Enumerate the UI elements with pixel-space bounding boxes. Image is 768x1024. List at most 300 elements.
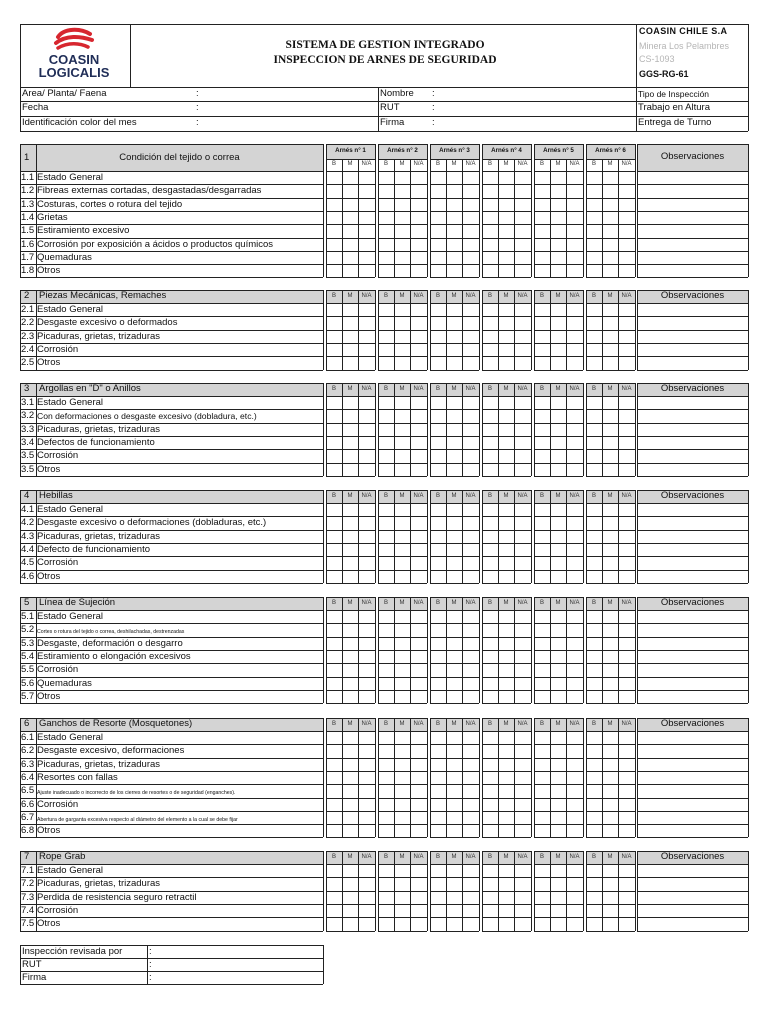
grade-checkbox[interactable] [359, 878, 375, 889]
grade-checkbox[interactable] [483, 531, 498, 542]
grade-checkbox[interactable] [447, 732, 462, 743]
grade-checkbox[interactable] [603, 504, 618, 515]
grade-checkbox[interactable] [619, 905, 635, 916]
grade-checkbox[interactable] [603, 759, 618, 770]
grade-checkbox[interactable] [483, 892, 498, 903]
observaciones-cell[interactable] [638, 691, 748, 702]
grade-checkbox[interactable] [359, 331, 375, 342]
observaciones-cell[interactable] [638, 638, 748, 649]
grade-checkbox[interactable] [567, 772, 583, 783]
grade-checkbox[interactable] [515, 825, 531, 836]
grade-checkbox[interactable] [499, 410, 514, 421]
grade-checkbox[interactable] [587, 905, 602, 916]
grade-checkbox[interactable] [535, 424, 550, 435]
grade-checkbox[interactable] [619, 571, 635, 582]
area-field[interactable] [202, 87, 376, 101]
grade-checkbox[interactable] [431, 812, 446, 823]
grade-checkbox[interactable] [411, 878, 427, 889]
grade-checkbox[interactable] [431, 892, 446, 903]
grade-checkbox[interactable] [567, 304, 583, 315]
grade-checkbox[interactable] [483, 252, 498, 263]
grade-checkbox[interactable] [535, 517, 550, 528]
grade-checkbox[interactable] [395, 410, 410, 421]
grade-checkbox[interactable] [359, 812, 375, 823]
grade-checkbox[interactable] [431, 691, 446, 702]
grade-checkbox[interactable] [343, 504, 358, 515]
grade-checkbox[interactable] [515, 464, 531, 475]
grade-checkbox[interactable] [587, 624, 602, 635]
grade-checkbox[interactable] [327, 772, 342, 783]
grade-checkbox[interactable] [587, 331, 602, 342]
grade-checkbox[interactable] [447, 785, 462, 796]
grade-checkbox[interactable] [483, 185, 498, 196]
nombre-field[interactable] [438, 87, 634, 101]
grade-checkbox[interactable] [587, 865, 602, 876]
grade-checkbox[interactable] [411, 678, 427, 689]
grade-checkbox[interactable] [567, 464, 583, 475]
grade-checkbox[interactable] [535, 531, 550, 542]
grade-checkbox[interactable] [411, 785, 427, 796]
grade-checkbox[interactable] [603, 865, 618, 876]
grade-checkbox[interactable] [515, 517, 531, 528]
grade-checkbox[interactable] [619, 557, 635, 568]
grade-checkbox[interactable] [379, 252, 394, 263]
grade-checkbox[interactable] [463, 172, 479, 183]
grade-checkbox[interactable] [619, 410, 635, 421]
grade-checkbox[interactable] [499, 437, 514, 448]
grade-checkbox[interactable] [515, 865, 531, 876]
grade-checkbox[interactable] [551, 397, 566, 408]
grade-checkbox[interactable] [587, 611, 602, 622]
grade-checkbox[interactable] [379, 691, 394, 702]
grade-checkbox[interactable] [395, 638, 410, 649]
observaciones-cell[interactable] [638, 225, 748, 236]
grade-checkbox[interactable] [463, 331, 479, 342]
grade-checkbox[interactable] [483, 172, 498, 183]
grade-checkbox[interactable] [359, 611, 375, 622]
grade-checkbox[interactable] [587, 265, 602, 276]
grade-checkbox[interactable] [359, 357, 375, 368]
grade-checkbox[interactable] [551, 759, 566, 770]
grade-checkbox[interactable] [395, 878, 410, 889]
grade-checkbox[interactable] [359, 531, 375, 542]
grade-checkbox[interactable] [411, 664, 427, 675]
grade-checkbox[interactable] [567, 732, 583, 743]
grade-checkbox[interactable] [499, 239, 514, 250]
grade-checkbox[interactable] [499, 638, 514, 649]
grade-checkbox[interactable] [327, 664, 342, 675]
grade-checkbox[interactable] [463, 344, 479, 355]
grade-checkbox[interactable] [567, 344, 583, 355]
grade-checkbox[interactable] [587, 450, 602, 461]
observaciones-cell[interactable] [638, 759, 748, 770]
grade-checkbox[interactable] [431, 759, 446, 770]
grade-checkbox[interactable] [515, 531, 531, 542]
grade-checkbox[interactable] [359, 865, 375, 876]
grade-checkbox[interactable] [603, 357, 618, 368]
grade-checkbox[interactable] [535, 212, 550, 223]
grade-checkbox[interactable] [567, 225, 583, 236]
grade-checkbox[interactable] [535, 464, 550, 475]
grade-checkbox[interactable] [499, 571, 514, 582]
grade-checkbox[interactable] [359, 424, 375, 435]
grade-checkbox[interactable] [551, 225, 566, 236]
grade-checkbox[interactable] [327, 691, 342, 702]
grade-checkbox[interactable] [463, 651, 479, 662]
grade-checkbox[interactable] [395, 172, 410, 183]
grade-checkbox[interactable] [551, 172, 566, 183]
grade-checkbox[interactable] [587, 344, 602, 355]
grade-checkbox[interactable] [535, 544, 550, 555]
grade-checkbox[interactable] [447, 865, 462, 876]
grade-checkbox[interactable] [327, 759, 342, 770]
grade-checkbox[interactable] [395, 557, 410, 568]
observaciones-cell[interactable] [638, 185, 748, 196]
grade-checkbox[interactable] [499, 464, 514, 475]
observaciones-cell[interactable] [638, 531, 748, 542]
grade-checkbox[interactable] [483, 825, 498, 836]
grade-checkbox[interactable] [515, 410, 531, 421]
grade-checkbox[interactable] [447, 185, 462, 196]
grade-checkbox[interactable] [447, 517, 462, 528]
grade-checkbox[interactable] [551, 865, 566, 876]
grade-checkbox[interactable] [619, 772, 635, 783]
grade-checkbox[interactable] [431, 317, 446, 328]
grade-checkbox[interactable] [379, 892, 394, 903]
grade-checkbox[interactable] [379, 745, 394, 756]
grade-checkbox[interactable] [603, 304, 618, 315]
grade-checkbox[interactable] [499, 185, 514, 196]
grade-checkbox[interactable] [499, 892, 514, 903]
grade-checkbox[interactable] [619, 344, 635, 355]
grade-checkbox[interactable] [551, 918, 566, 929]
grade-checkbox[interactable] [379, 759, 394, 770]
grade-checkbox[interactable] [379, 239, 394, 250]
grade-checkbox[interactable] [395, 624, 410, 635]
grade-checkbox[interactable] [463, 785, 479, 796]
grade-checkbox[interactable] [411, 225, 427, 236]
grade-checkbox[interactable] [499, 504, 514, 515]
grade-checkbox[interactable] [411, 892, 427, 903]
grade-checkbox[interactable] [327, 678, 342, 689]
grade-checkbox[interactable] [535, 450, 550, 461]
grade-checkbox[interactable] [411, 239, 427, 250]
grade-checkbox[interactable] [327, 464, 342, 475]
grade-checkbox[interactable] [379, 799, 394, 810]
grade-checkbox[interactable] [395, 225, 410, 236]
grade-checkbox[interactable] [463, 745, 479, 756]
grade-checkbox[interactable] [619, 544, 635, 555]
observaciones-cell[interactable] [638, 678, 748, 689]
grade-checkbox[interactable] [411, 464, 427, 475]
grade-checkbox[interactable] [395, 825, 410, 836]
grade-checkbox[interactable] [515, 799, 531, 810]
grade-checkbox[interactable] [359, 239, 375, 250]
grade-checkbox[interactable] [431, 344, 446, 355]
grade-checkbox[interactable] [603, 664, 618, 675]
observaciones-cell[interactable] [638, 304, 748, 315]
grade-checkbox[interactable] [431, 664, 446, 675]
grade-checkbox[interactable] [447, 759, 462, 770]
grade-checkbox[interactable] [499, 304, 514, 315]
grade-checkbox[interactable] [535, 638, 550, 649]
grade-checkbox[interactable] [343, 225, 358, 236]
grade-checkbox[interactable] [515, 732, 531, 743]
grade-checkbox[interactable] [327, 638, 342, 649]
grade-checkbox[interactable] [343, 678, 358, 689]
grade-checkbox[interactable] [483, 464, 498, 475]
grade-checkbox[interactable] [551, 892, 566, 903]
grade-checkbox[interactable] [395, 304, 410, 315]
observaciones-cell[interactable] [638, 812, 748, 823]
grade-checkbox[interactable] [483, 557, 498, 568]
grade-checkbox[interactable] [463, 199, 479, 210]
grade-checkbox[interactable] [411, 172, 427, 183]
observaciones-cell[interactable] [638, 611, 748, 622]
grade-checkbox[interactable] [567, 678, 583, 689]
grade-checkbox[interactable] [567, 185, 583, 196]
grade-checkbox[interactable] [379, 812, 394, 823]
grade-checkbox[interactable] [431, 638, 446, 649]
grade-checkbox[interactable] [327, 905, 342, 916]
grade-checkbox[interactable] [379, 905, 394, 916]
grade-checkbox[interactable] [327, 611, 342, 622]
grade-checkbox[interactable] [411, 199, 427, 210]
grade-checkbox[interactable] [567, 397, 583, 408]
observaciones-cell[interactable] [638, 799, 748, 810]
grade-checkbox[interactable] [619, 759, 635, 770]
grade-checkbox[interactable] [483, 878, 498, 889]
grade-checkbox[interactable] [619, 691, 635, 702]
grade-checkbox[interactable] [411, 185, 427, 196]
grade-checkbox[interactable] [515, 331, 531, 342]
grade-checkbox[interactable] [343, 905, 358, 916]
grade-checkbox[interactable] [603, 691, 618, 702]
grade-checkbox[interactable] [359, 464, 375, 475]
grade-checkbox[interactable] [499, 799, 514, 810]
grade-checkbox[interactable] [515, 344, 531, 355]
grade-checkbox[interactable] [327, 397, 342, 408]
grade-checkbox[interactable] [587, 544, 602, 555]
grade-checkbox[interactable] [515, 759, 531, 770]
grade-checkbox[interactable] [587, 199, 602, 210]
grade-checkbox[interactable] [603, 892, 618, 903]
grade-checkbox[interactable] [431, 252, 446, 263]
grade-checkbox[interactable] [327, 544, 342, 555]
grade-checkbox[interactable] [343, 892, 358, 903]
firma-field[interactable] [438, 116, 634, 130]
grade-checkbox[interactable] [535, 785, 550, 796]
grade-checkbox[interactable] [327, 239, 342, 250]
grade-checkbox[interactable] [483, 424, 498, 435]
grade-checkbox[interactable] [343, 624, 358, 635]
grade-checkbox[interactable] [535, 918, 550, 929]
grade-checkbox[interactable] [619, 239, 635, 250]
observaciones-cell[interactable] [638, 664, 748, 675]
grade-checkbox[interactable] [379, 517, 394, 528]
grade-checkbox[interactable] [603, 397, 618, 408]
grade-checkbox[interactable] [411, 732, 427, 743]
grade-checkbox[interactable] [499, 878, 514, 889]
grade-checkbox[interactable] [551, 878, 566, 889]
grade-checkbox[interactable] [619, 172, 635, 183]
grade-checkbox[interactable] [619, 651, 635, 662]
grade-checkbox[interactable] [567, 624, 583, 635]
grade-checkbox[interactable] [411, 759, 427, 770]
grade-checkbox[interactable] [379, 918, 394, 929]
grade-checkbox[interactable] [343, 799, 358, 810]
grade-checkbox[interactable] [411, 905, 427, 916]
grade-checkbox[interactable] [359, 892, 375, 903]
grade-checkbox[interactable] [447, 437, 462, 448]
grade-checkbox[interactable] [395, 424, 410, 435]
grade-checkbox[interactable] [567, 745, 583, 756]
grade-checkbox[interactable] [463, 225, 479, 236]
grade-checkbox[interactable] [431, 772, 446, 783]
grade-checkbox[interactable] [515, 239, 531, 250]
grade-checkbox[interactable] [327, 732, 342, 743]
grade-checkbox[interactable] [499, 772, 514, 783]
grade-checkbox[interactable] [343, 825, 358, 836]
grade-checkbox[interactable] [411, 799, 427, 810]
grade-checkbox[interactable] [587, 437, 602, 448]
grade-checkbox[interactable] [515, 199, 531, 210]
grade-checkbox[interactable] [535, 571, 550, 582]
grade-checkbox[interactable] [447, 265, 462, 276]
grade-checkbox[interactable] [359, 664, 375, 675]
grade-checkbox[interactable] [551, 437, 566, 448]
grade-checkbox[interactable] [499, 317, 514, 328]
grade-checkbox[interactable] [619, 317, 635, 328]
grade-checkbox[interactable] [411, 772, 427, 783]
grade-checkbox[interactable] [411, 331, 427, 342]
grade-checkbox[interactable] [603, 732, 618, 743]
observaciones-cell[interactable] [638, 878, 748, 889]
grade-checkbox[interactable] [483, 624, 498, 635]
grade-checkbox[interactable] [463, 691, 479, 702]
grade-checkbox[interactable] [395, 504, 410, 515]
grade-checkbox[interactable] [551, 812, 566, 823]
grade-checkbox[interactable] [515, 624, 531, 635]
grade-checkbox[interactable] [551, 212, 566, 223]
grade-checkbox[interactable] [535, 252, 550, 263]
grade-checkbox[interactable] [535, 732, 550, 743]
grade-checkbox[interactable] [603, 239, 618, 250]
grade-checkbox[interactable] [515, 252, 531, 263]
grade-checkbox[interactable] [447, 410, 462, 421]
grade-checkbox[interactable] [411, 812, 427, 823]
observaciones-cell[interactable] [638, 745, 748, 756]
grade-checkbox[interactable] [603, 225, 618, 236]
grade-checkbox[interactable] [567, 691, 583, 702]
grade-checkbox[interactable] [603, 825, 618, 836]
grade-checkbox[interactable] [567, 239, 583, 250]
revisada-por-field[interactable] [154, 945, 322, 957]
grade-checkbox[interactable] [619, 437, 635, 448]
grade-checkbox[interactable] [483, 611, 498, 622]
grade-checkbox[interactable] [447, 624, 462, 635]
grade-checkbox[interactable] [411, 252, 427, 263]
grade-checkbox[interactable] [379, 397, 394, 408]
grade-checkbox[interactable] [447, 691, 462, 702]
grade-checkbox[interactable] [343, 199, 358, 210]
grade-checkbox[interactable] [343, 437, 358, 448]
grade-checkbox[interactable] [483, 517, 498, 528]
grade-checkbox[interactable] [567, 317, 583, 328]
grade-checkbox[interactable] [551, 691, 566, 702]
grade-checkbox[interactable] [379, 212, 394, 223]
grade-checkbox[interactable] [411, 557, 427, 568]
grade-checkbox[interactable] [359, 199, 375, 210]
grade-checkbox[interactable] [603, 185, 618, 196]
grade-checkbox[interactable] [359, 745, 375, 756]
grade-checkbox[interactable] [499, 397, 514, 408]
grade-checkbox[interactable] [587, 892, 602, 903]
grade-checkbox[interactable] [535, 357, 550, 368]
grade-checkbox[interactable] [463, 424, 479, 435]
grade-checkbox[interactable] [411, 651, 427, 662]
grade-checkbox[interactable] [431, 199, 446, 210]
grade-checkbox[interactable] [535, 265, 550, 276]
grade-checkbox[interactable] [483, 344, 498, 355]
grade-checkbox[interactable] [447, 464, 462, 475]
grade-checkbox[interactable] [619, 225, 635, 236]
grade-checkbox[interactable] [483, 638, 498, 649]
grade-checkbox[interactable] [535, 651, 550, 662]
grade-checkbox[interactable] [431, 185, 446, 196]
grade-checkbox[interactable] [359, 410, 375, 421]
grade-checkbox[interactable] [587, 185, 602, 196]
grade-checkbox[interactable] [483, 732, 498, 743]
observaciones-cell[interactable] [638, 212, 748, 223]
grade-checkbox[interactable] [359, 517, 375, 528]
grade-checkbox[interactable] [587, 799, 602, 810]
grade-checkbox[interactable] [431, 172, 446, 183]
grade-checkbox[interactable] [587, 531, 602, 542]
grade-checkbox[interactable] [567, 357, 583, 368]
grade-checkbox[interactable] [535, 865, 550, 876]
grade-checkbox[interactable] [619, 878, 635, 889]
grade-checkbox[interactable] [395, 812, 410, 823]
grade-checkbox[interactable] [343, 878, 358, 889]
grade-checkbox[interactable] [587, 317, 602, 328]
grade-checkbox[interactable] [327, 225, 342, 236]
grade-checkbox[interactable] [379, 450, 394, 461]
grade-checkbox[interactable] [603, 745, 618, 756]
grade-checkbox[interactable] [483, 304, 498, 315]
grade-checkbox[interactable] [463, 317, 479, 328]
grade-checkbox[interactable] [619, 892, 635, 903]
grade-checkbox[interactable] [343, 172, 358, 183]
grade-checkbox[interactable] [327, 557, 342, 568]
grade-checkbox[interactable] [395, 212, 410, 223]
grade-checkbox[interactable] [447, 357, 462, 368]
grade-checkbox[interactable] [515, 357, 531, 368]
grade-checkbox[interactable] [447, 424, 462, 435]
grade-checkbox[interactable] [603, 918, 618, 929]
observaciones-cell[interactable] [638, 732, 748, 743]
grade-checkbox[interactable] [551, 185, 566, 196]
grade-checkbox[interactable] [619, 531, 635, 542]
observaciones-cell[interactable] [638, 544, 748, 555]
grade-checkbox[interactable] [359, 557, 375, 568]
grade-checkbox[interactable] [431, 825, 446, 836]
grade-checkbox[interactable] [447, 638, 462, 649]
grade-checkbox[interactable] [483, 397, 498, 408]
color-field[interactable] [202, 116, 376, 130]
grade-checkbox[interactable] [447, 878, 462, 889]
grade-checkbox[interactable] [515, 611, 531, 622]
